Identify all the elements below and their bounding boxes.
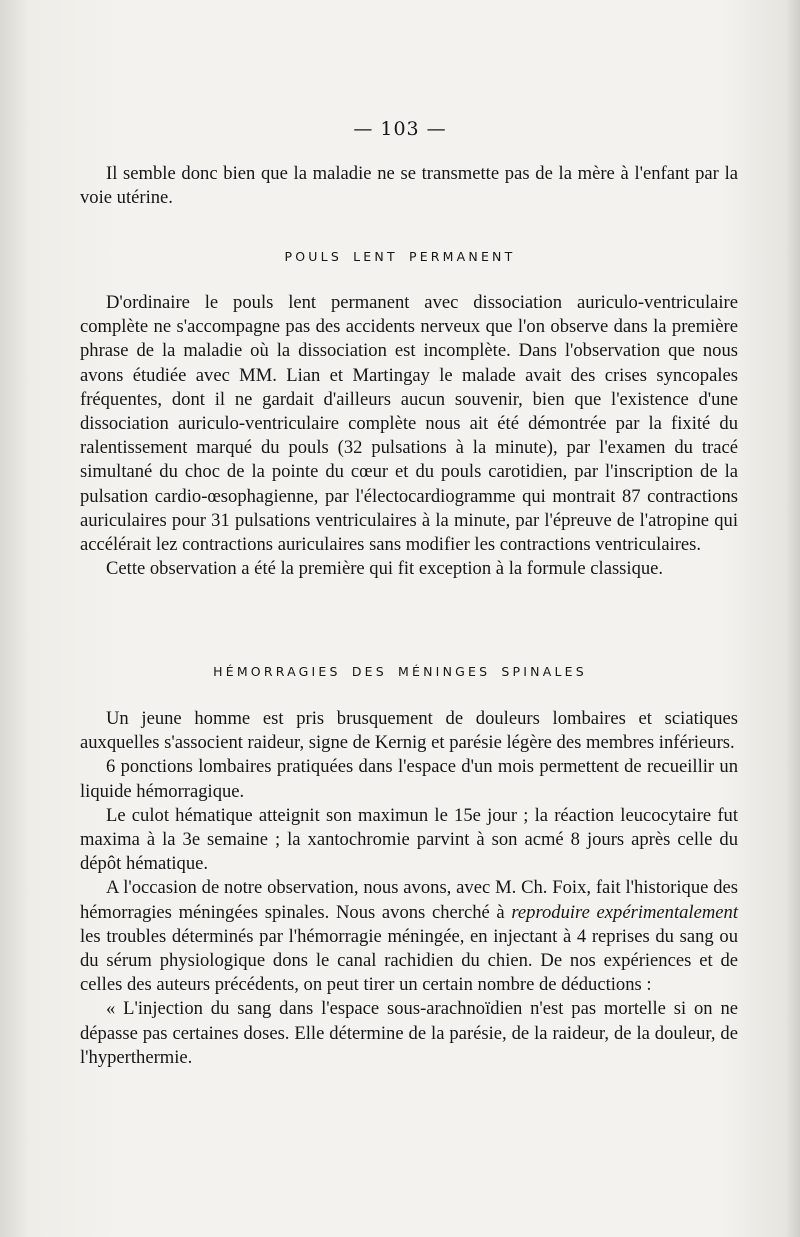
text-run: A l'occasion de notre observation, nous avons, avec M. Ch. Foix, fait l'historique des hémorragies méningées spinales. Nous avons cherché à [80, 877, 738, 923]
paragraph: Un jeune homme est pris brusquement de douleurs lombaires et sciatiques auxquelles s'associent raideur, signe de Kernig et parésie légère des membres inférieurs. [80, 708, 738, 754]
paragraph: « L'injection du sang dans l'espace sous-arachnoïdien n'est pas mortelle si on ne dépasse pas certaines doses. Elle détermine de la parésie, de la raideur, de la douleur, de l'hyperthermie. [80, 998, 738, 1068]
paragraph: Cette observation a été la première qui fit exception à la formule classique. [106, 558, 664, 580]
italic-phrase: reproduire expérimentalement [511, 901, 738, 923]
section-heading-hemorragies: HÉMORRAGIES DES MÉNINGES SPINALES [213, 664, 587, 679]
paragraph [80, 876, 738, 997]
paragraph: Il semble donc bien que la maladie ne se transmette pas de la mère à l'enfant par la voie utérine. [80, 163, 738, 209]
paragraph: D'ordinaire le pouls lent permanent avec dissociation auriculo-ventriculaire complète ne s'accompagne pas des accidents nerveux que l'on observe dans la première phrase de la maladie où la dissociation est incomplète. Dans l'observation que nous avons étudiée avec MM. Lian et Martingay le malade avait des crises syncopales fréquentes, dont il ne gardait d'ailleurs aucun souvenir, bien que l'existence d'une dissociation auriculo-ventriculaire complète nous ait été démontrée par la fixité du ralentissement marqué du pouls (32 pulsations à la minute), par l'examen du tracé simultané du choc de la pointe du cœur et du pouls carotidien, par l'inscription de la pulsation cardio-œsophagienne, par l'électocardiogramme qui montrait 87 contractions auriculaires pour 31 pulsations ventriculaires à la minute, par l'épreuve de l'atropine qui accélérait lez contractions auriculaires sans modifier les contractions ventriculaires. [80, 292, 738, 556]
paragraph: 6 ponctions lombaires pratiquées dans l'espace d'un mois permettent de recueillir un liquide hémorragique. [80, 756, 738, 802]
intro-block [80, 162, 738, 210]
section-heading-pouls: POULS LENT PERMANENT [284, 249, 516, 264]
section-body-pouls [80, 291, 738, 581]
section-body-hemorragies [80, 707, 738, 1070]
text-run: les troubles déterminés par l'hémorragie méningée, en injectant à 4 reprises du sang ou du sérum physiologique dons le canal rachidien du chien. De nos expériences et de celles des auteurs précédents, on peut tirer un certain nombre de déductions : [80, 925, 738, 996]
page-number: — 103 — [353, 118, 447, 140]
paragraph: Le culot hématique atteignit son maximun le 15e jour ; la réaction leucocytaire fut maxima à la 3e semaine ; la xantochromie parvint à son acmé 8 jours après celle du dépôt hématique. [80, 804, 738, 875]
